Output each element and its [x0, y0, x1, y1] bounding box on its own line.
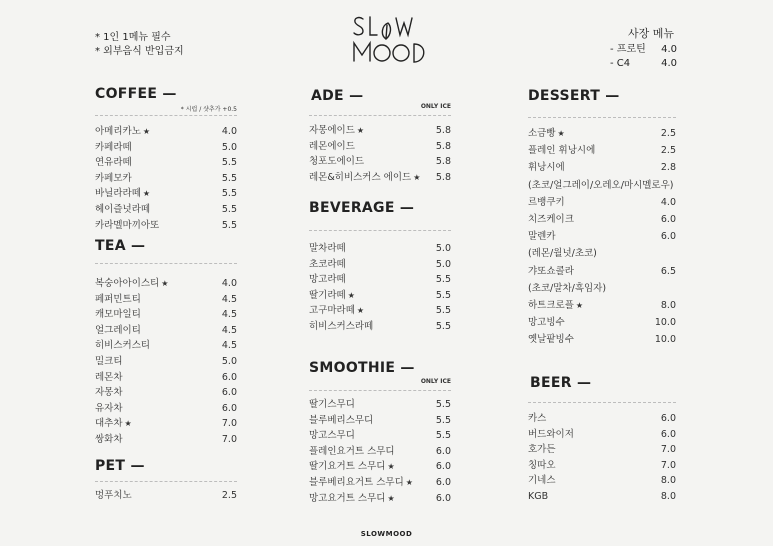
menu-item-name: 카라멜마끼아또	[95, 219, 160, 231]
menu-item-name: (초코/얼그레이/오레오/마시멜로우)	[528, 179, 674, 191]
menu-item	[309, 319, 451, 335]
menu-item-price: 4.5	[221, 340, 237, 352]
owner-menu-title: 사장 메뉴	[627, 27, 674, 40]
menu-item-price: 6.0	[221, 402, 237, 414]
menu-item-price: 5.8	[435, 140, 451, 152]
menu-item-name: (레몬/월넛/초코)	[528, 248, 597, 260]
menu-item	[528, 228, 676, 245]
menu-item	[95, 370, 237, 386]
section-title-smoothie: SMOOTHIE —	[309, 360, 415, 376]
menu-item-price: 6.0	[435, 445, 451, 457]
menu-item	[95, 488, 237, 504]
menu-item	[528, 142, 676, 159]
menu-item-name: 기네스	[528, 475, 556, 487]
menu-item-name: 말차라떼	[309, 243, 346, 254]
menu-item-price: 5.5	[435, 320, 451, 332]
menu-item	[309, 397, 451, 413]
menu-item-price: 5.5	[221, 172, 237, 184]
menu-item	[95, 202, 237, 218]
menu-item-price: 7.0	[221, 418, 237, 430]
menu-item-price: 2.8	[660, 162, 676, 174]
menu-item-name: 블루베리스무디	[309, 414, 374, 426]
menu-item-name: 갸또쇼콜라	[528, 265, 574, 277]
star-icon: ★	[387, 493, 395, 503]
menu-item-name: 카스	[528, 413, 547, 424]
menu-item-price: 4.5	[221, 309, 237, 321]
owner-item-price: 4.0	[661, 58, 677, 69]
menu-item-name: 호가든	[528, 444, 556, 456]
menu-item-price: 5.5	[435, 274, 451, 286]
menu-item	[528, 245, 676, 262]
menu-item-price: 5.8	[435, 125, 451, 136]
menu-item	[309, 288, 451, 304]
menu-item-price: 5.5	[221, 203, 237, 215]
menu-item-price: 5.0	[221, 355, 237, 367]
ade-note: ONLY ICE	[420, 103, 451, 110]
menu-item	[309, 491, 451, 507]
menu-item	[309, 123, 451, 139]
menu-item-price: 5.5	[435, 414, 451, 426]
menu-item-name: 유자차	[95, 402, 123, 414]
menu-item	[95, 354, 237, 370]
footer-brand: SLOWMOOD	[360, 530, 413, 538]
dessert-divider	[528, 117, 676, 118]
star-icon: ★	[557, 129, 565, 138]
menu-item-name: 망고빙수	[528, 317, 565, 329]
menu-item-name: 자몽에이드 ★	[309, 125, 365, 136]
menu-item-price: 5.8	[435, 171, 451, 183]
ade-divider	[309, 115, 451, 116]
menu-item	[95, 171, 237, 187]
owner-item-name: - 프로틴	[610, 44, 646, 55]
menu-item	[528, 314, 676, 331]
menu-item	[528, 194, 676, 211]
menu-item-name: 칭따오	[528, 459, 556, 471]
star-icon: ★	[347, 290, 355, 300]
menu-item-price: 6.0	[221, 371, 237, 383]
menu-item-name: 치즈케이크	[528, 213, 574, 225]
menu-item	[309, 170, 451, 186]
menu-item-price: 6.0	[660, 213, 676, 225]
notice-one-menu: * 1인 1메뉴 필수	[95, 32, 171, 43]
menu-item	[528, 458, 676, 474]
menu-item-name: 옛날팥빙수	[528, 334, 574, 346]
menu-item	[309, 257, 451, 273]
dessert-list	[528, 125, 676, 348]
menu-item	[95, 218, 237, 234]
menu-item-name: 캐모마일티	[95, 309, 141, 321]
star-icon: ★	[413, 172, 421, 182]
menu-item-name: 멍푸치노	[95, 490, 132, 501]
menu-item-name: 청포도에이드	[309, 156, 365, 168]
menu-item	[528, 125, 676, 142]
menu-item	[528, 211, 676, 228]
section-title-dessert: DESSERT —	[528, 88, 620, 104]
pet-divider	[95, 481, 237, 482]
menu-item	[309, 413, 451, 429]
menu-item-price: 5.0	[435, 258, 451, 270]
menu-item-name: 망고스무디	[309, 430, 355, 442]
menu-item	[309, 444, 451, 460]
notice-no-outside-food: * 외부음식 반입금지	[95, 46, 184, 57]
menu-item-name: 레몬차	[95, 371, 123, 383]
beverage-list	[309, 241, 451, 335]
menu-item	[95, 140, 237, 156]
menu-item	[95, 385, 237, 401]
menu-item-price: 8.0	[660, 475, 676, 487]
menu-item	[309, 475, 451, 491]
menu-item-price: 6.0	[435, 461, 451, 473]
menu-item-price: 6.0	[435, 492, 451, 504]
menu-item-name: 헤이즐넛라떼	[95, 203, 151, 215]
menu-item-name: 히비스커스라떼	[309, 320, 374, 332]
section-title-beer: BEER —	[530, 375, 592, 391]
menu-item-price: 2.5	[660, 145, 676, 157]
smoothie-divider	[309, 390, 451, 391]
menu-item-name: 아메리카노 ★	[95, 126, 151, 137]
menu-item-price: 5.8	[435, 156, 451, 168]
menu-item-price: 4.0	[221, 278, 237, 289]
menu-item	[528, 297, 676, 314]
menu-item-name: 말렌카	[528, 231, 556, 243]
menu-item-name: 블루베리요거트 스무디 ★	[309, 476, 413, 488]
menu-item	[528, 263, 676, 280]
menu-item-name: 망고라떼	[309, 274, 346, 286]
star-icon: ★	[161, 279, 169, 288]
menu-item-name: 초코라떼	[309, 258, 346, 270]
menu-item	[95, 155, 237, 171]
menu-item	[528, 473, 676, 489]
menu-item-price: 4.0	[221, 126, 237, 137]
menu-item-name: 하트크로플 ★	[528, 299, 584, 311]
menu-item	[528, 159, 676, 176]
menu-item-name: 버드와이저	[528, 428, 574, 440]
menu-item	[309, 303, 451, 319]
menu-item	[95, 401, 237, 417]
tea-list	[95, 276, 237, 448]
notice-block	[95, 31, 184, 59]
menu-item	[95, 416, 237, 432]
beer-divider	[528, 402, 676, 403]
menu-item	[309, 428, 451, 444]
menu-item-price: 10.0	[654, 317, 676, 329]
menu-item-price: 5.5	[435, 289, 451, 301]
menu-item-name: KGB	[528, 490, 549, 502]
section-title-tea: TEA —	[95, 238, 146, 254]
menu-item-price: 5.5	[435, 305, 451, 317]
menu-item-price: 5.5	[435, 430, 451, 442]
menu-item-price: 8.0	[660, 299, 676, 311]
menu-item	[95, 124, 237, 140]
menu-item-price: 10.0	[654, 334, 676, 346]
coffee-list	[95, 124, 237, 233]
menu-item-name: 쌍화차	[95, 433, 123, 445]
menu-item-name: 레몬에이드	[309, 140, 355, 152]
menu-item-price: 6.0	[435, 476, 451, 488]
menu-item-price: 5.5	[221, 219, 237, 231]
owner-item-price: 4.0	[661, 44, 677, 55]
menu-item-name: 딸기스무디	[309, 399, 355, 410]
menu-item	[309, 139, 451, 155]
menu-item	[95, 307, 237, 323]
menu-item-price: 6.5	[660, 265, 676, 277]
menu-item-price: 5.5	[435, 399, 451, 410]
menu-item-price: 5.5	[221, 157, 237, 169]
star-icon: ★	[356, 306, 365, 316]
menu-item-price: 6.0	[660, 413, 676, 424]
coffee-divider	[95, 115, 237, 116]
menu-item-name: 히비스커스티	[95, 340, 151, 352]
menu-item-name: 고구마라떼 ★	[309, 305, 365, 317]
menu-item	[95, 186, 237, 202]
menu-item-name: (초코/말차/흑임자)	[528, 282, 607, 294]
menu-item-price: 7.0	[660, 444, 676, 456]
beer-list	[528, 411, 676, 505]
owner-menu-item	[610, 57, 677, 71]
star-icon: ★	[405, 477, 413, 487]
menu-item-name: 플레인요거트 스무디	[309, 445, 395, 457]
menu-item-name: 레몬&히비스커스 에이드 ★	[309, 171, 421, 183]
star-icon: ★	[124, 419, 132, 429]
beverage-divider	[309, 230, 451, 231]
menu-item-name: 밀크티	[95, 355, 123, 367]
menu-item	[95, 432, 237, 448]
menu-item-name: 소금빵 ★	[528, 128, 565, 139]
section-title-coffee: COFFEE —	[95, 86, 177, 102]
menu-item-price: 5.0	[435, 243, 451, 254]
menu-item-name: 딸기라떼 ★	[309, 289, 355, 301]
slowmood-logo	[346, 13, 436, 69]
menu-item-price: 4.5	[221, 324, 237, 336]
star-icon: ★	[387, 462, 395, 472]
menu-item-price: 7.0	[660, 459, 676, 471]
menu-item	[528, 280, 676, 297]
menu-item-name: 연유라떼	[95, 157, 132, 169]
menu-item-name: 복숭아아이스티 ★	[95, 278, 169, 289]
menu-item-price: 5.0	[221, 141, 237, 153]
menu-item-price: 8.0	[660, 490, 676, 502]
menu-item	[528, 411, 676, 427]
menu-item-name: 딸기요거트 스무디 ★	[309, 461, 395, 473]
menu-item	[528, 331, 676, 348]
star-icon: ★	[142, 127, 151, 136]
menu-item-price: 7.0	[221, 433, 237, 445]
menu-item-name: 플레인 휘낭시에	[528, 145, 596, 157]
menu-item-price: 6.0	[221, 387, 237, 399]
section-title-ade: ADE —	[311, 88, 364, 104]
coffee-note: * 시럽 / 샷추가 +0.5	[180, 106, 237, 113]
menu-item-name: 카페라떼	[95, 141, 132, 153]
menu-item	[309, 154, 451, 170]
menu-item-price: 6.0	[660, 428, 676, 440]
section-title-beverage: BEVERAGE —	[309, 200, 415, 216]
menu-item	[309, 272, 451, 288]
menu-item-name: 자몽차	[95, 387, 123, 399]
menu-item-name: 휘낭시에	[528, 162, 565, 174]
tea-divider	[95, 263, 237, 264]
menu-item	[95, 292, 237, 308]
menu-item	[528, 177, 676, 194]
menu-item-name: 대추차 ★	[95, 418, 132, 430]
menu-item	[95, 276, 237, 292]
menu-item-price: 6.0	[660, 231, 676, 243]
menu-item-name: 르뱅쿠키	[528, 196, 565, 208]
menu-item	[95, 338, 237, 354]
ade-list	[309, 123, 451, 185]
menu-item	[528, 442, 676, 458]
star-icon: ★	[356, 126, 365, 135]
section-title-pet: PET —	[95, 458, 145, 474]
smoothie-list	[309, 397, 451, 506]
menu-item-name: 카페모카	[95, 172, 132, 184]
menu-item	[528, 427, 676, 443]
menu-item	[95, 323, 237, 339]
smoothie-note: ONLY ICE	[420, 378, 451, 385]
menu-item-price: 4.5	[221, 293, 237, 305]
menu-item-price: 2.5	[660, 128, 676, 139]
menu-item-price: 4.0	[660, 196, 676, 208]
menu-item-name: 망고요거트 스무디 ★	[309, 492, 395, 504]
menu-item-price: 2.5	[221, 490, 237, 501]
star-icon: ★	[142, 189, 151, 199]
menu-item	[528, 489, 676, 505]
owner-menu	[610, 25, 677, 71]
menu-item-name: 얼그레이티	[95, 324, 141, 336]
owner-menu-item	[610, 43, 677, 57]
menu-item-name: 페퍼민트티	[95, 293, 141, 305]
slowmood-logo-graphic	[346, 13, 436, 69]
menu-item-name: 바닐라라떼 ★	[95, 188, 151, 200]
menu-item-price: 5.5	[221, 188, 237, 200]
menu-item	[309, 459, 451, 475]
pet-list	[95, 488, 237, 504]
star-icon: ★	[575, 300, 584, 310]
owner-item-name: - C4	[610, 58, 631, 69]
menu-item	[309, 241, 451, 257]
